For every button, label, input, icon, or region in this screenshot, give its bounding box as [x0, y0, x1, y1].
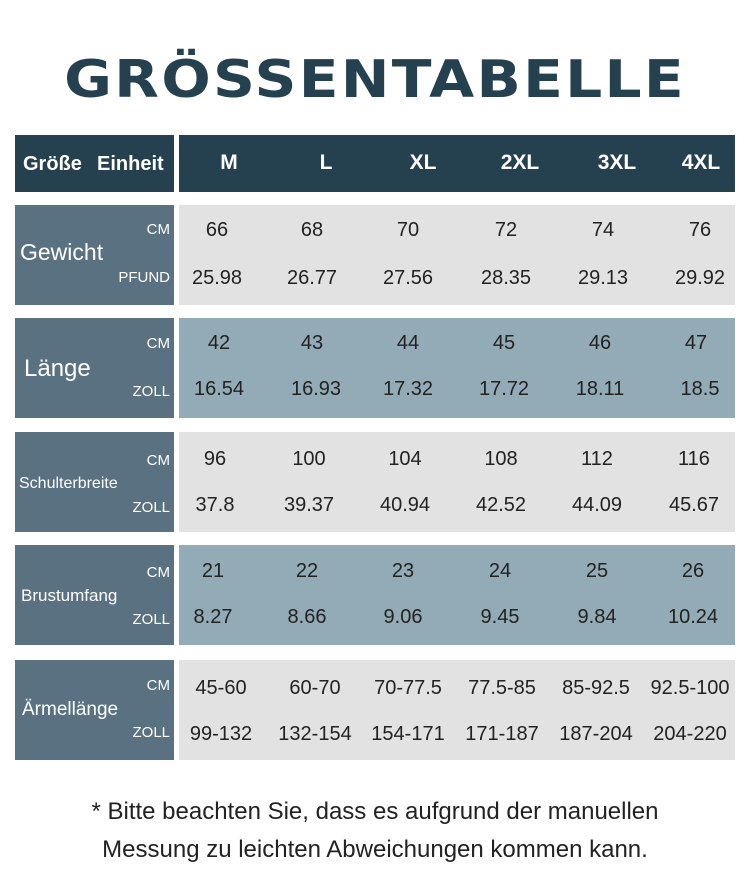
unit-cm: CM [146, 564, 170, 581]
measurement-note-line2: Messung zu leichten Abweichungen kommen kann. [102, 836, 648, 863]
value-cell: 9.84 [577, 606, 617, 628]
row-name: Brustumfang [21, 586, 118, 605]
row-label-cell [15, 545, 174, 645]
size-header-cells [179, 135, 735, 192]
value-cell: 43 [300, 332, 324, 354]
unit-secondary: ZOLL [132, 499, 170, 516]
value-cell: 76 [688, 219, 712, 241]
measurement-row-gewicht [15, 205, 735, 305]
row-label-cell [15, 432, 174, 532]
measurement-row-laenge [15, 318, 735, 418]
value-cell: 8.66 [287, 606, 327, 628]
value-cell: 108 [484, 448, 518, 470]
row-values [179, 660, 735, 760]
size-header-xl: XL [409, 151, 437, 174]
value-cell: 154-171 [371, 723, 445, 745]
unit-secondary: ZOLL [132, 724, 170, 741]
value-cell: 27.56 [382, 267, 434, 289]
page-title: GRÖSSENTABELLE [64, 50, 686, 110]
size-header-row [15, 135, 735, 192]
value-cell: 70-77.5 [374, 677, 442, 699]
value-cell: 70 [396, 219, 420, 241]
value-cell: 17.72 [478, 378, 530, 400]
size-header-2xl: 2XL [500, 151, 540, 174]
row-name: Länge [24, 355, 91, 382]
unit-secondary: PFUND [118, 269, 170, 286]
value-cell: 85-92.5 [562, 677, 630, 699]
unit-secondary: ZOLL [132, 383, 170, 400]
value-cell: 9.45 [480, 606, 520, 628]
value-cell: 9.06 [383, 606, 423, 628]
value-cell: 45-60 [195, 677, 247, 699]
unit-header-label: Einheit [97, 153, 164, 175]
value-cell: 18.11 [575, 378, 625, 400]
row-name: Schulterbreite [19, 475, 118, 492]
size-header-m: M [220, 151, 238, 174]
value-cell: 16.93 [290, 378, 342, 400]
value-cell: 171-187 [465, 723, 539, 745]
value-cell: 99-132 [189, 723, 253, 745]
row-values [179, 205, 735, 305]
value-cell: 47 [684, 332, 708, 354]
value-cell: 44 [396, 332, 420, 354]
value-cell: 112 [581, 448, 613, 470]
value-cell: 8.27 [193, 606, 233, 628]
value-cell: 22 [295, 560, 319, 582]
row-name: Ärmellänge [22, 699, 119, 720]
size-header-3xl: 3XL [597, 151, 637, 174]
value-cell: 25 [585, 560, 609, 582]
value-cell: 24 [488, 560, 512, 582]
unit-cm: CM [146, 677, 170, 694]
value-cell: 187-204 [559, 723, 633, 745]
row-label-cell [15, 660, 174, 760]
value-cell: 21 [201, 560, 225, 582]
value-cell: 60-70 [289, 677, 341, 699]
unit-cm: CM [146, 335, 170, 352]
header-label-cell [15, 135, 174, 192]
value-cell: 72 [494, 219, 518, 241]
unit-cm: CM [146, 452, 170, 469]
row-name: Gewicht [20, 239, 104, 265]
value-cell: 92.5-100 [650, 677, 730, 699]
unit-secondary: ZOLL [132, 611, 170, 628]
value-cell: 204-220 [653, 723, 727, 745]
value-cell: 39.37 [283, 494, 335, 516]
value-cell: 66 [205, 219, 229, 241]
unit-cm: CM [146, 221, 170, 238]
row-values [179, 432, 735, 532]
value-cell: 28.35 [480, 267, 532, 289]
measurement-note-line1: * Bitte beachten Sie, dass es aufgrund der manuellen [91, 798, 659, 825]
value-cell: 42 [207, 332, 231, 354]
measurement-row-aermellaenge [15, 660, 735, 760]
value-cell: 37.8 [195, 494, 235, 516]
value-cell: 77.5-85 [468, 677, 536, 699]
value-cell: 74 [591, 219, 615, 241]
value-cell: 45.67 [668, 494, 720, 516]
value-cell: 16.54 [193, 378, 245, 400]
value-cell: 29.92 [674, 267, 726, 289]
value-cell: 29.13 [577, 267, 629, 289]
value-cell: 23 [391, 560, 415, 582]
value-cell: 104 [388, 448, 422, 470]
value-cell: 132-154 [278, 723, 352, 745]
value-cell: 26 [681, 560, 705, 582]
value-cell: 116 [678, 448, 710, 470]
value-cell: 45 [492, 332, 516, 354]
value-cell: 68 [300, 219, 324, 241]
value-cell: 26.77 [286, 267, 338, 289]
value-cell: 17.32 [382, 378, 434, 400]
measurement-row-brustumfang [15, 545, 735, 645]
value-cell: 100 [292, 448, 326, 470]
value-cell: 46 [588, 332, 612, 354]
value-cell: 44.09 [571, 494, 623, 516]
row-values [179, 545, 735, 645]
value-cell: 40.94 [379, 494, 431, 516]
value-cell: 10.24 [667, 606, 719, 628]
size-header-l: L [319, 151, 333, 174]
size-header-4xl: 4XL [681, 151, 721, 174]
row-values [179, 318, 735, 418]
measurement-row-schulterbreite [15, 432, 735, 532]
value-cell: 25.98 [191, 267, 243, 289]
value-cell: 42.52 [475, 494, 527, 516]
value-cell: 18.5 [680, 378, 720, 400]
row-label-cell [15, 318, 174, 418]
size-header-label: Größe [23, 153, 82, 175]
value-cell: 96 [203, 448, 227, 470]
row-label-cell [15, 205, 174, 305]
